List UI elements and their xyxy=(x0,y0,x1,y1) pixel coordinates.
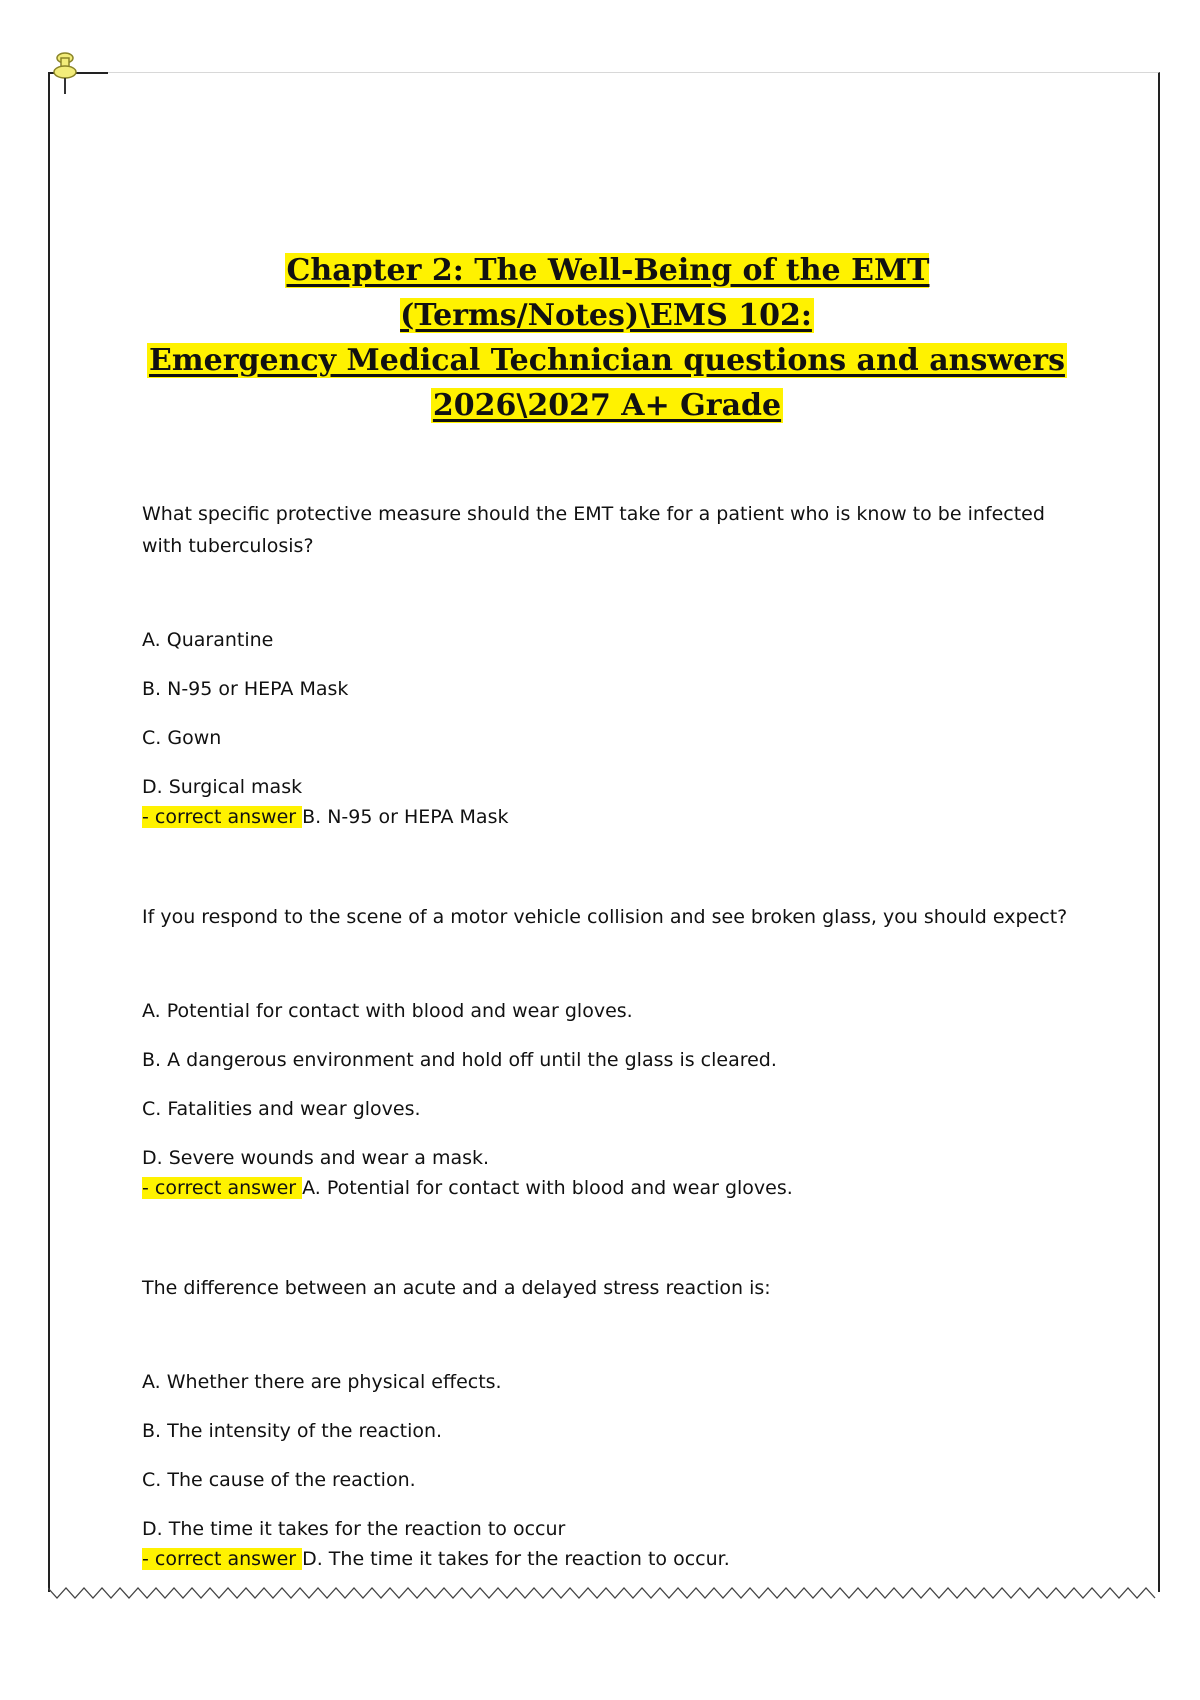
document-title xyxy=(142,248,1072,428)
option-c: C. Gown xyxy=(142,727,222,749)
option-a: A. Potential for contact with blood and wear gloves. xyxy=(142,1000,633,1022)
option-a: A. Whether there are physical effects. xyxy=(142,1371,502,1393)
question-text: If you respond to the scene of a motor vehicle collision and see broken glass, you should expect? xyxy=(142,906,1068,928)
option-a: A. Quarantine xyxy=(142,629,274,651)
title-line-3: 2026\2027 A+ Grade xyxy=(432,388,782,423)
correct-answer-line xyxy=(142,803,1072,831)
option-b: B. A dangerous environment and hold off until the glass is cleared. xyxy=(142,1049,777,1071)
option-d: D. Severe wounds and wear a mask. xyxy=(142,1147,490,1169)
option-c: C. The cause of the reaction. xyxy=(142,1469,416,1491)
title-line-1: Chapter 2: The Well-Being of the EMT (Terms/Notes)\EMS 102: xyxy=(286,253,930,333)
option-b: B. N-95 or HEPA Mask xyxy=(142,678,349,700)
correct-answer-text: A. Potential for contact with blood and wear gloves. xyxy=(302,1177,793,1199)
correct-answer-tag: - correct answer xyxy=(142,1548,302,1570)
title-line-2: Emergency Medical Technician questions and answers xyxy=(149,343,1065,378)
correct-answer-text: B. N-95 or HEPA Mask xyxy=(302,806,509,828)
correct-answer-tag: - correct answer xyxy=(142,806,302,828)
correct-answer-tag: - correct answer xyxy=(142,1177,302,1199)
question-block-1 xyxy=(142,498,1072,831)
correct-answer-line xyxy=(142,1174,1072,1202)
pushpin-icon xyxy=(52,50,92,106)
option-d: D. The time it takes for the reaction to occur xyxy=(142,1518,566,1540)
question-block-2 xyxy=(142,901,1072,1202)
correct-answer-line xyxy=(142,1545,1072,1573)
option-d: D. Surgical mask xyxy=(142,776,303,798)
document-body xyxy=(142,248,1072,1643)
question-text: What specific protective measure should the EMT take for a patient who is know to be infected with tuberculosis? xyxy=(142,503,1045,557)
option-c: C. Fatalities and wear gloves. xyxy=(142,1098,421,1120)
correct-answer-text: D. The time it takes for the reaction to occur. xyxy=(302,1548,730,1570)
question-block-3 xyxy=(142,1272,1072,1573)
question-text: The difference between an acute and a delayed stress reaction is: xyxy=(142,1277,771,1299)
option-b: B. The intensity of the reaction. xyxy=(142,1420,443,1442)
